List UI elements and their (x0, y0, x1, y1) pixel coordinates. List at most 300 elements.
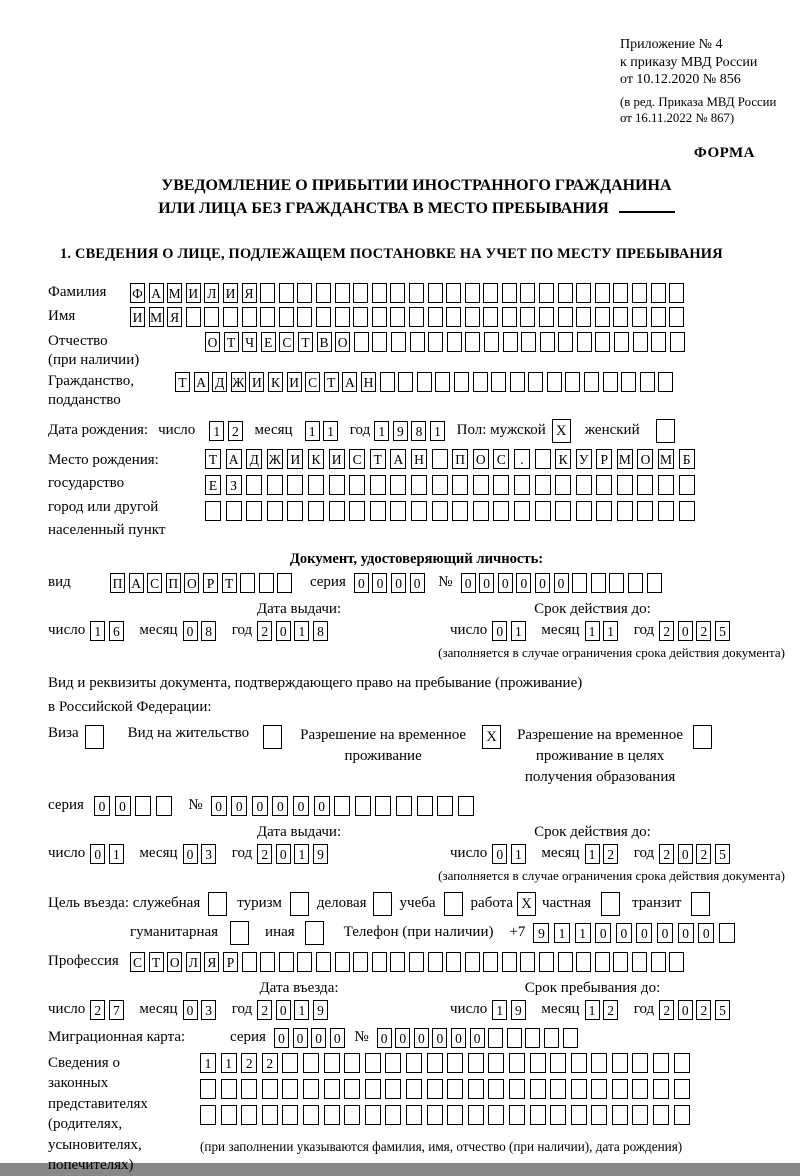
char-box[interactable]: 7 (109, 1000, 124, 1020)
char-box[interactable]: 1 (294, 1000, 309, 1020)
char-box[interactable] (502, 307, 517, 327)
representatives-line3-boxes[interactable] (200, 1105, 694, 1125)
char-box[interactable] (571, 1105, 587, 1125)
char-box[interactable] (612, 1079, 628, 1099)
char-box[interactable]: О (637, 449, 653, 469)
char-box[interactable] (262, 1079, 278, 1099)
char-box[interactable] (316, 952, 331, 972)
char-box[interactable] (674, 1079, 690, 1099)
char-box[interactable]: У (576, 449, 592, 469)
char-box[interactable]: 0 (231, 796, 247, 816)
char-box[interactable] (632, 952, 647, 972)
char-box[interactable] (308, 475, 324, 495)
char-box[interactable] (468, 1105, 484, 1125)
doc-valid-year-boxes[interactable] (659, 621, 733, 641)
char-box[interactable] (603, 372, 618, 392)
char-box[interactable]: 8 (201, 621, 216, 641)
permit-number-boxes[interactable] (211, 796, 479, 816)
char-box[interactable] (428, 307, 443, 327)
char-box[interactable]: Ч (242, 332, 257, 352)
char-box[interactable]: 0 (183, 1000, 198, 1020)
char-box[interactable] (491, 372, 506, 392)
permit-series-boxes[interactable] (94, 796, 176, 816)
char-box[interactable]: Е (205, 475, 221, 495)
name-boxes[interactable] (130, 307, 688, 327)
char-box[interactable]: И (287, 449, 303, 469)
char-box[interactable] (324, 1105, 340, 1125)
char-box[interactable] (349, 501, 365, 521)
char-box[interactable] (308, 501, 324, 521)
char-box[interactable] (509, 1105, 525, 1125)
char-box[interactable] (259, 573, 274, 593)
char-box[interactable]: И (287, 372, 302, 392)
char-box[interactable] (432, 501, 448, 521)
char-box[interactable]: М (167, 283, 182, 303)
char-box[interactable]: 0 (377, 1028, 392, 1048)
char-box[interactable] (221, 1105, 237, 1125)
char-box[interactable] (571, 1079, 587, 1099)
char-box[interactable]: Ж (231, 372, 246, 392)
purpose-work-checkbox[interactable]: X (517, 892, 536, 916)
char-box[interactable] (632, 1079, 648, 1099)
char-box[interactable]: Я (167, 307, 182, 327)
char-box[interactable]: 0 (272, 796, 288, 816)
char-box[interactable]: Т (149, 952, 164, 972)
char-box[interactable] (303, 1079, 319, 1099)
char-box[interactable] (375, 796, 391, 816)
char-box[interactable] (411, 475, 427, 495)
char-box[interactable]: М (149, 307, 164, 327)
char-box[interactable]: К (308, 449, 324, 469)
char-box[interactable] (427, 1105, 443, 1125)
doc-kind-boxes[interactable] (110, 573, 296, 593)
char-box[interactable]: П (166, 573, 181, 593)
permit-valid-month-boxes[interactable] (585, 844, 622, 864)
char-box[interactable]: 2 (262, 1053, 278, 1073)
char-box[interactable] (679, 501, 695, 521)
char-box[interactable]: А (129, 573, 144, 593)
char-box[interactable] (558, 952, 573, 972)
char-box[interactable]: 0 (554, 573, 569, 593)
char-box[interactable] (535, 475, 551, 495)
char-box[interactable] (679, 475, 695, 495)
char-box[interactable]: 0 (354, 573, 369, 593)
char-box[interactable]: 0 (432, 1028, 447, 1048)
purpose-other-checkbox[interactable] (305, 921, 324, 945)
char-box[interactable] (186, 307, 201, 327)
char-box[interactable] (372, 332, 387, 352)
char-box[interactable]: С (279, 332, 294, 352)
char-box[interactable] (658, 501, 674, 521)
char-box[interactable]: 1 (200, 1053, 216, 1073)
doc-issue-day-boxes[interactable] (90, 621, 127, 641)
char-box[interactable] (349, 475, 365, 495)
char-box[interactable] (329, 475, 345, 495)
char-box[interactable] (613, 283, 628, 303)
char-box[interactable] (226, 501, 242, 521)
char-box[interactable] (613, 952, 628, 972)
char-box[interactable] (260, 283, 275, 303)
char-box[interactable] (539, 307, 554, 327)
char-box[interactable] (435, 372, 450, 392)
purpose-private-checkbox[interactable] (601, 892, 620, 916)
char-box[interactable] (595, 307, 610, 327)
char-box[interactable] (279, 952, 294, 972)
char-box[interactable] (446, 307, 461, 327)
char-box[interactable] (446, 283, 461, 303)
char-box[interactable]: 1 (492, 1000, 507, 1020)
char-box[interactable] (411, 501, 427, 521)
gender-female-checkbox[interactable] (656, 419, 675, 443)
char-box[interactable] (240, 573, 255, 593)
char-box[interactable]: С (305, 372, 320, 392)
char-box[interactable] (483, 952, 498, 972)
char-box[interactable]: 1 (585, 1000, 600, 1020)
char-box[interactable]: 0 (492, 621, 507, 641)
char-box[interactable]: 0 (276, 621, 291, 641)
char-box[interactable] (596, 475, 612, 495)
phone-boxes[interactable] (533, 923, 739, 943)
profession-boxes[interactable] (130, 952, 688, 972)
char-box[interactable] (653, 1053, 669, 1073)
char-box[interactable] (344, 1079, 360, 1099)
permit-valid-year-boxes[interactable] (659, 844, 733, 864)
char-box[interactable] (447, 1079, 463, 1099)
char-box[interactable]: 0 (657, 923, 673, 943)
char-box[interactable] (576, 475, 592, 495)
char-box[interactable] (653, 1079, 669, 1099)
char-box[interactable] (520, 307, 535, 327)
char-box[interactable]: 0 (492, 844, 507, 864)
char-box[interactable] (385, 1105, 401, 1125)
purpose-tourism-checkbox[interactable] (290, 892, 309, 916)
char-box[interactable] (135, 796, 151, 816)
char-box[interactable] (539, 952, 554, 972)
char-box[interactable] (555, 501, 571, 521)
char-box[interactable]: А (226, 449, 242, 469)
char-box[interactable] (520, 952, 535, 972)
char-box[interactable]: 5 (715, 844, 730, 864)
char-box[interactable] (267, 501, 283, 521)
purpose-study-checkbox[interactable] (444, 892, 463, 916)
migration-number-boxes[interactable] (377, 1028, 582, 1048)
char-box[interactable]: 2 (659, 844, 674, 864)
char-box[interactable] (609, 573, 624, 593)
birth-month-boxes[interactable] (305, 421, 342, 441)
gender-male-checkbox[interactable]: X (552, 419, 571, 443)
char-box[interactable] (507, 1028, 522, 1048)
char-box[interactable] (380, 372, 395, 392)
char-box[interactable]: 6 (109, 621, 124, 641)
char-box[interactable] (670, 332, 685, 352)
char-box[interactable] (334, 796, 350, 816)
char-box[interactable]: С (349, 449, 365, 469)
char-box[interactable] (344, 1053, 360, 1073)
representatives-line1-boxes[interactable] (200, 1053, 694, 1073)
char-box[interactable] (372, 952, 387, 972)
char-box[interactable]: И (249, 372, 264, 392)
char-box[interactable]: Я (242, 283, 257, 303)
char-box[interactable]: А (342, 372, 357, 392)
char-box[interactable] (398, 372, 413, 392)
char-box[interactable] (329, 501, 345, 521)
char-box[interactable] (632, 307, 647, 327)
char-box[interactable] (633, 332, 648, 352)
char-box[interactable]: Е (261, 332, 276, 352)
char-box[interactable] (653, 1105, 669, 1125)
doc-issue-month-boxes[interactable] (183, 621, 220, 641)
char-box[interactable]: 3 (201, 1000, 216, 1020)
char-box[interactable]: 9 (533, 923, 549, 943)
char-box[interactable] (576, 283, 591, 303)
char-box[interactable]: М (658, 449, 674, 469)
char-box[interactable]: И (329, 449, 345, 469)
char-box[interactable] (525, 1028, 540, 1048)
char-box[interactable]: Ж (267, 449, 283, 469)
char-box[interactable] (550, 1105, 566, 1125)
purpose-humanitarian-checkbox[interactable] (230, 921, 249, 945)
char-box[interactable]: Т (224, 332, 239, 352)
char-box[interactable]: . (514, 449, 530, 469)
char-box[interactable] (488, 1028, 503, 1048)
char-box[interactable] (409, 952, 424, 972)
char-box[interactable] (632, 283, 647, 303)
char-box[interactable] (488, 1079, 504, 1099)
char-box[interactable] (406, 1053, 422, 1073)
char-box[interactable]: 5 (715, 621, 730, 641)
char-box[interactable]: Т (205, 449, 221, 469)
char-box[interactable] (591, 573, 606, 593)
char-box[interactable] (390, 475, 406, 495)
char-box[interactable] (540, 332, 555, 352)
char-box[interactable] (303, 1105, 319, 1125)
char-box[interactable] (473, 372, 488, 392)
char-box[interactable] (396, 796, 412, 816)
char-box[interactable] (502, 283, 517, 303)
char-box[interactable] (432, 449, 448, 469)
char-box[interactable] (617, 501, 633, 521)
purpose-official-checkbox[interactable] (208, 892, 227, 916)
char-box[interactable] (385, 1053, 401, 1073)
char-box[interactable]: 0 (293, 796, 309, 816)
char-box[interactable] (521, 332, 536, 352)
char-box[interactable] (617, 475, 633, 495)
char-box[interactable]: 0 (274, 1028, 289, 1048)
char-box[interactable] (316, 283, 331, 303)
char-box[interactable]: 0 (183, 844, 198, 864)
char-box[interactable] (530, 1053, 546, 1073)
permit-issue-month-boxes[interactable] (183, 844, 220, 864)
char-box[interactable]: 0 (479, 573, 494, 593)
char-box[interactable]: 0 (410, 573, 425, 593)
char-box[interactable]: А (390, 449, 406, 469)
char-box[interactable] (335, 952, 350, 972)
char-box[interactable] (324, 1053, 340, 1073)
citizenship-boxes[interactable] (175, 372, 677, 392)
birth-year-boxes[interactable] (374, 421, 448, 441)
char-box[interactable] (555, 475, 571, 495)
char-box[interactable]: 2 (90, 1000, 105, 1020)
char-box[interactable]: 1 (294, 844, 309, 864)
char-box[interactable]: 1 (585, 844, 600, 864)
char-box[interactable] (428, 332, 443, 352)
char-box[interactable]: И (223, 283, 238, 303)
char-box[interactable]: П (110, 573, 125, 593)
char-box[interactable] (156, 796, 172, 816)
doc-valid-month-boxes[interactable] (585, 621, 622, 641)
char-box[interactable]: К (555, 449, 571, 469)
char-box[interactable] (297, 952, 312, 972)
char-box[interactable] (503, 332, 518, 352)
char-box[interactable]: 2 (659, 1000, 674, 1020)
char-box[interactable] (417, 372, 432, 392)
char-box[interactable] (241, 1105, 257, 1125)
char-box[interactable] (658, 372, 673, 392)
char-box[interactable] (370, 475, 386, 495)
entry-day-boxes[interactable] (90, 1000, 127, 1020)
char-box[interactable] (719, 923, 735, 943)
char-box[interactable]: Т (298, 332, 313, 352)
char-box[interactable] (558, 283, 573, 303)
temp-residence-education-checkbox[interactable] (693, 725, 712, 749)
char-box[interactable] (365, 1105, 381, 1125)
char-box[interactable] (577, 332, 592, 352)
char-box[interactable] (488, 1053, 504, 1073)
char-box[interactable] (465, 952, 480, 972)
char-box[interactable] (640, 372, 655, 392)
char-box[interactable] (385, 1079, 401, 1099)
char-box[interactable] (365, 1079, 381, 1099)
char-box[interactable] (544, 1028, 559, 1048)
visa-checkbox[interactable] (85, 725, 104, 749)
char-box[interactable]: 1 (554, 923, 570, 943)
doc-valid-day-boxes[interactable] (492, 621, 529, 641)
char-box[interactable] (417, 796, 433, 816)
char-box[interactable] (539, 283, 554, 303)
char-box[interactable] (458, 796, 474, 816)
char-box[interactable]: 0 (311, 1028, 326, 1048)
char-box[interactable]: Т (175, 372, 190, 392)
char-box[interactable]: 1 (90, 621, 105, 641)
char-box[interactable]: Р (596, 449, 612, 469)
char-box[interactable] (468, 1079, 484, 1099)
char-box[interactable] (465, 307, 480, 327)
char-box[interactable] (614, 332, 629, 352)
temp-residence-checkbox[interactable]: X (482, 725, 501, 749)
char-box[interactable] (612, 1105, 628, 1125)
char-box[interactable] (242, 952, 257, 972)
char-box[interactable] (509, 1053, 525, 1073)
char-box[interactable]: 0 (372, 573, 387, 593)
char-box[interactable] (637, 475, 653, 495)
char-box[interactable]: 0 (636, 923, 652, 943)
permit-issue-day-boxes[interactable] (90, 844, 127, 864)
char-box[interactable] (452, 501, 468, 521)
char-box[interactable] (391, 332, 406, 352)
char-box[interactable] (260, 307, 275, 327)
birth-place-line2-boxes[interactable] (205, 475, 699, 495)
char-box[interactable] (277, 573, 292, 593)
char-box[interactable]: 1 (209, 421, 224, 441)
char-box[interactable]: 9 (511, 1000, 526, 1020)
char-box[interactable]: 0 (451, 1028, 466, 1048)
char-box[interactable]: 0 (678, 621, 693, 641)
char-box[interactable]: 9 (393, 421, 408, 441)
char-box[interactable] (674, 1053, 690, 1073)
char-box[interactable] (651, 307, 666, 327)
char-box[interactable] (282, 1053, 298, 1073)
char-box[interactable] (530, 1079, 546, 1099)
char-box[interactable] (674, 1105, 690, 1125)
char-box[interactable] (204, 307, 219, 327)
char-box[interactable] (447, 1053, 463, 1073)
char-box[interactable] (468, 1053, 484, 1073)
char-box[interactable] (241, 1079, 257, 1099)
char-box[interactable] (584, 372, 599, 392)
char-box[interactable] (530, 1105, 546, 1125)
char-box[interactable] (465, 283, 480, 303)
stay-month-boxes[interactable] (585, 1000, 622, 1020)
char-box[interactable] (535, 449, 551, 469)
char-box[interactable] (669, 952, 684, 972)
char-box[interactable]: К (268, 372, 283, 392)
char-box[interactable]: О (167, 952, 182, 972)
char-box[interactable]: 0 (330, 1028, 345, 1048)
char-box[interactable]: 0 (535, 573, 550, 593)
char-box[interactable] (335, 307, 350, 327)
char-box[interactable]: 1 (323, 421, 338, 441)
char-box[interactable] (427, 1053, 443, 1073)
char-box[interactable] (432, 475, 448, 495)
char-box[interactable] (484, 332, 499, 352)
char-box[interactable]: 0 (678, 844, 693, 864)
char-box[interactable] (246, 475, 262, 495)
char-box[interactable] (632, 1105, 648, 1125)
char-box[interactable] (262, 1105, 278, 1125)
entry-month-boxes[interactable] (183, 1000, 220, 1020)
char-box[interactable] (473, 501, 489, 521)
char-box[interactable] (514, 475, 530, 495)
char-box[interactable] (221, 1079, 237, 1099)
char-box[interactable] (223, 307, 238, 327)
char-box[interactable] (447, 1105, 463, 1125)
char-box[interactable] (282, 1079, 298, 1099)
char-box[interactable] (514, 501, 530, 521)
char-box[interactable] (550, 1053, 566, 1073)
purpose-transit-checkbox[interactable] (691, 892, 710, 916)
char-box[interactable]: М (617, 449, 633, 469)
char-box[interactable]: 0 (470, 1028, 485, 1048)
char-box[interactable] (596, 501, 612, 521)
patronymic-boxes[interactable] (205, 332, 688, 352)
char-box[interactable] (297, 283, 312, 303)
char-box[interactable]: 1 (305, 421, 320, 441)
char-box[interactable]: 0 (595, 923, 611, 943)
char-box[interactable]: 1 (374, 421, 389, 441)
char-box[interactable]: Н (361, 372, 376, 392)
char-box[interactable]: 5 (715, 1000, 730, 1020)
char-box[interactable]: 2 (696, 844, 711, 864)
char-box[interactable] (572, 573, 587, 593)
char-box[interactable] (637, 501, 653, 521)
char-box[interactable] (355, 796, 371, 816)
char-box[interactable] (502, 952, 517, 972)
char-box[interactable] (483, 283, 498, 303)
char-box[interactable] (528, 372, 543, 392)
stay-year-boxes[interactable] (659, 1000, 733, 1020)
char-box[interactable]: О (205, 332, 220, 352)
birth-place-line1-boxes[interactable] (205, 449, 699, 469)
